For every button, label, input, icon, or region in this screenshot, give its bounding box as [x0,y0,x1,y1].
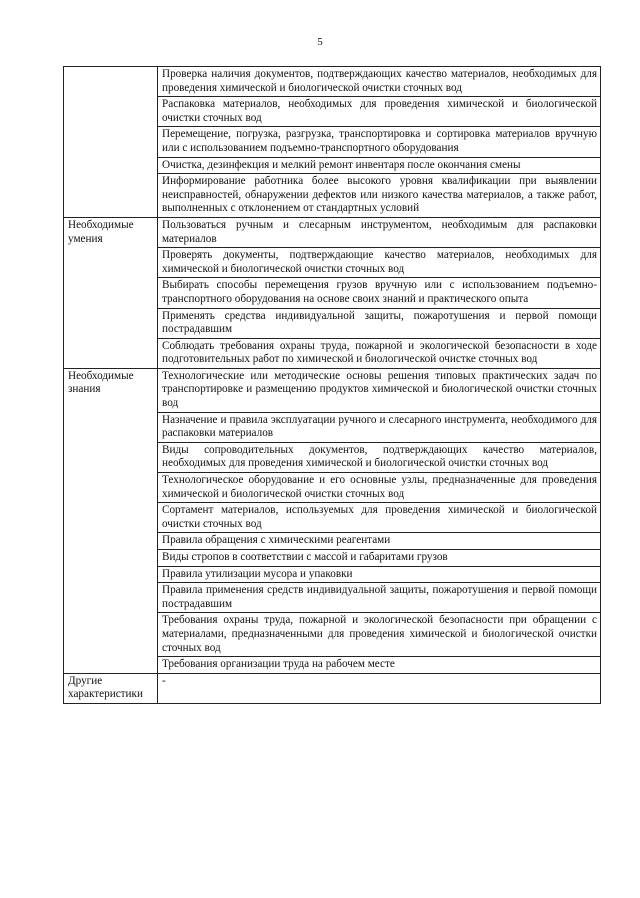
requirement-item: Очистка, дезинфекция и мелкий ремонт инвентаря после окончания смены [158,157,601,174]
requirement-item: Правила применения средств индивидуальной защиты, пожаротушения и первой помощи пострадавшим [158,583,601,613]
section-label: Необходимые умения [68,218,134,245]
section-label-cell [64,673,158,703]
requirement-item: Соблюдать требования охраны труда, пожарной и экологической безопасности в ходе подготовительных работ по химической и биологической очистке сточных вод [158,338,601,368]
requirement-item: Информирование работника более высокого уровня квалификации при выявлении неисправностей, обнаружении дефектов или низкого качества материалов, а также работ, выполненных с отклонением от стандартных условий [158,174,601,218]
requirements-table-body [64,67,601,704]
table-row [64,673,601,703]
requirement-item: Правила обращения с химическими реагентами [158,533,601,550]
section-label-cell [64,368,158,673]
section-label-cell [64,217,158,368]
requirement-item: Требования организации труда на рабочем месте [158,657,601,674]
requirements-table [63,66,601,704]
requirement-item: Технологические или методические основы решения типовых практических задач по транспортировке и размещению продуктов химической и биологической очистки сточных вод [158,368,601,412]
table-row [64,67,601,97]
requirement-item: Применять средства индивидуальной защиты, пожаротушения и первой помощи пострадавшим [158,308,601,338]
table-row [64,368,601,412]
requirement-item: Сортамент материалов, используемых для проведения химической и биологической очистки сточных вод [158,503,601,533]
requirement-item: Назначение и правила эксплуатации ручного и слесарного инструмента, необходимого для распаковки материалов [158,412,601,442]
section-label-cell [64,67,158,218]
requirement-item: Виды сопроводительных документов, подтверждающих качество материалов, необходимых для проведения химической и биологической очистки сточных вод [158,442,601,472]
page-number: 5 [317,36,323,48]
requirement-item: Перемещение, погрузка, разгрузка, транспортировка и сортировка материалов вручную или с использованием подъемно-транспортного оборудования [158,127,601,157]
requirement-item: Правила утилизации мусора и упаковки [158,566,601,583]
requirement-item: Технологическое оборудование и его основные узлы, предназначенные для проведения химической и биологической очистки сточных вод [158,473,601,503]
requirement-item: Пользоваться ручным и слесарным инструментом, необходимым для распаковки материалов [158,217,601,247]
table-row [64,217,601,247]
section-label: Необходимые знания [68,369,134,396]
section-label: Другие характеристики [68,674,143,701]
requirement-item: Выбирать способы перемещения грузов вручную или с использованием подъемно-транспортного оборудования на основе своих знаний и практического опыта [158,278,601,308]
requirement-item: Требования охраны труда, пожарной и экологической безопасности при обращении с материалами, предназначенными для проведения химической и биологической очистки сточных вод [158,613,601,657]
requirement-item: Проверка наличия документов, подтверждающих качество материалов, необходимых для проведения химической и биологической очистки сточных вод [158,67,601,97]
requirement-item: - [158,673,601,703]
requirement-item: Виды стропов в соответствии с массой и габаритами грузов [158,550,601,567]
requirement-item: Проверять документы, подтверждающие качество материалов, необходимых для химической и биологической очистки сточных вод [158,248,601,278]
requirement-item: Распаковка материалов, необходимых для проведения химической и биологической очистки сточных вод [158,97,601,127]
